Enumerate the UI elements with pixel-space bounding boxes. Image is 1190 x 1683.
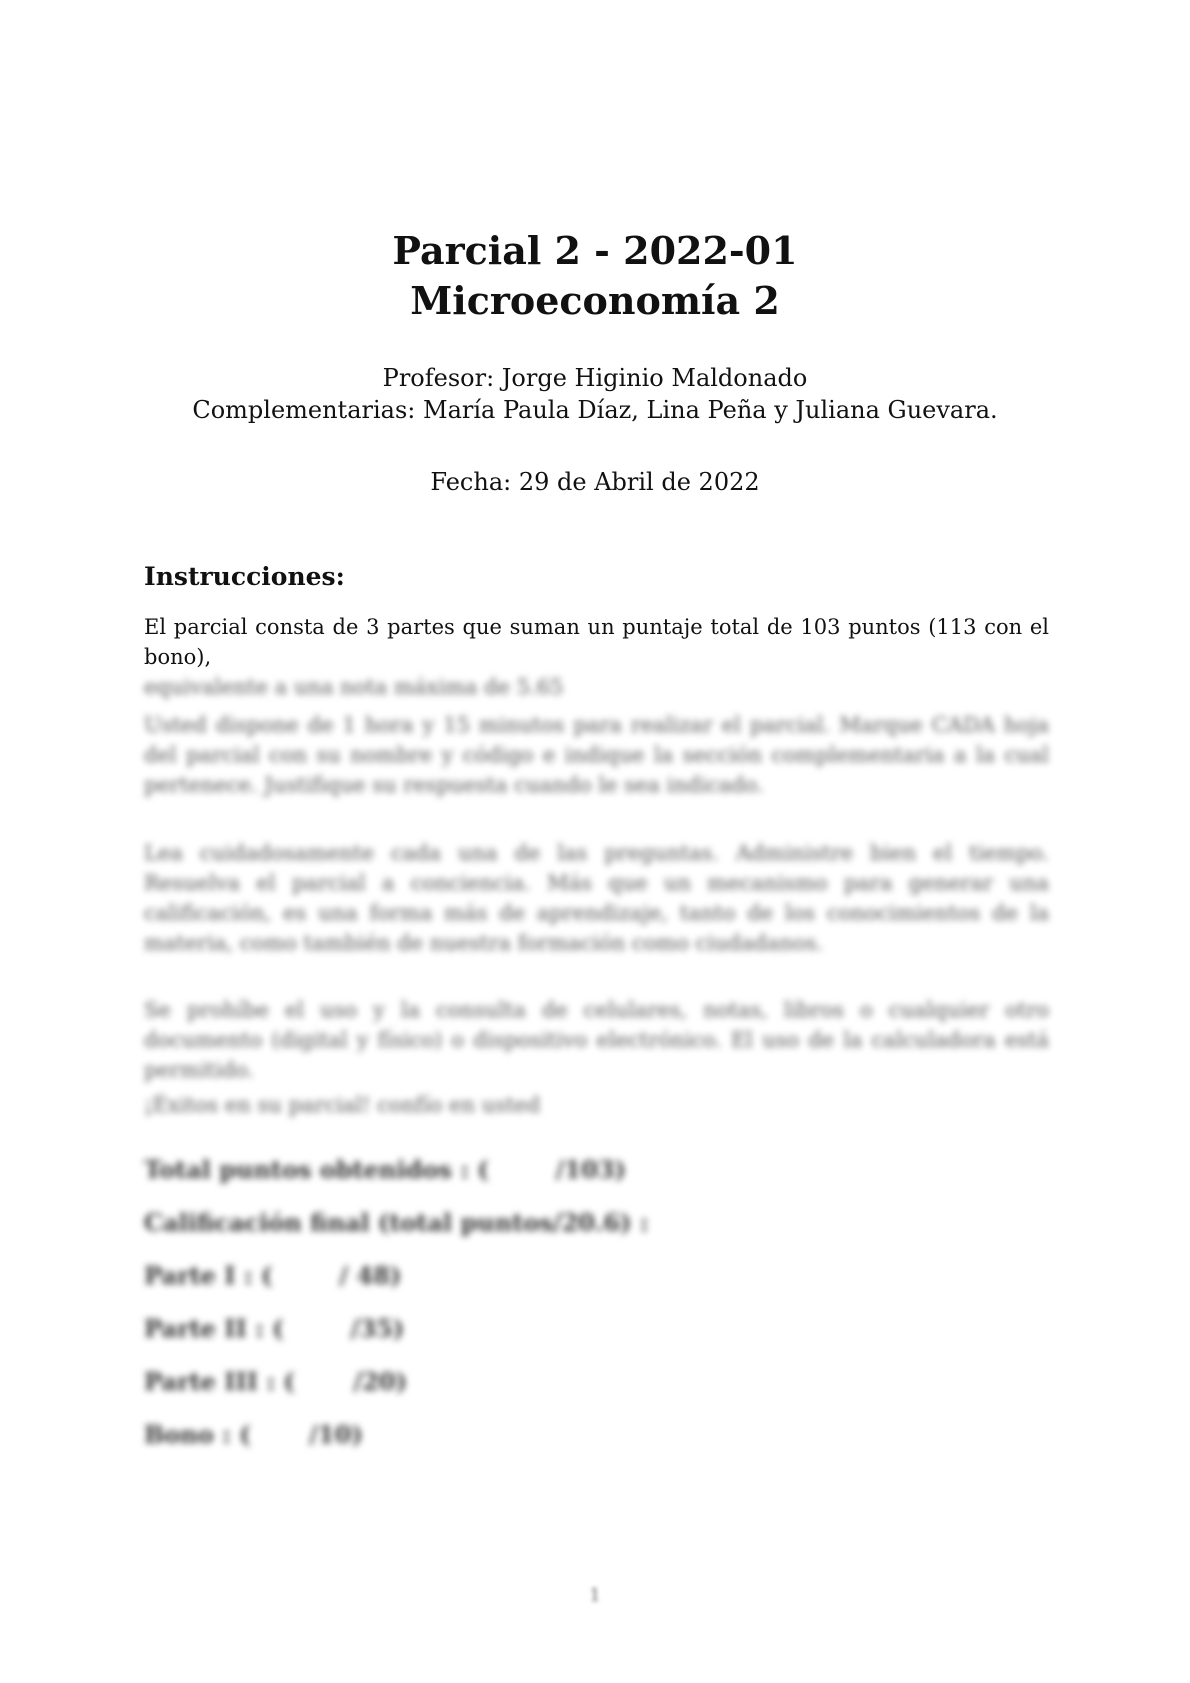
instructions-paragraph-1-line-2: equivalente a una nota máxima de 5.65 — [144, 675, 564, 699]
instructions-paragraph-4: Se prohíbe el uso y la consulta de celulares, notas, libros o cualquier otro documento (digital y físico) o dispositivo electrónico. El uso de la calculadora está permitido. — [144, 998, 1049, 1082]
exam-title: Parcial 2 - 2022-01 — [392, 228, 798, 273]
score-final-grade: Calificación final (total puntos/20.6) : — [144, 1208, 649, 1237]
instructions-paragraph-1-line-1: El parcial consta de 3 partes que suman un puntaje total de 103 puntos (113 con el bono), — [144, 615, 1049, 669]
page-number: 1 — [589, 1585, 601, 1606]
score-bonus: Bono : ( /10) — [144, 1420, 363, 1449]
instructions-paragraph-3: Lea cuidadosamente cada una de las preguntas. Administre bien el tiempo. Resuelva el parcial a conciencia. Más que un mecanismo para generar una calificación, es una forma más de aprendizaje, tanto de los conocimientos de la materia, como también de nuestra formación como ciudadanos. — [144, 841, 1049, 955]
score-part-3: Parte III : ( /20) — [144, 1367, 407, 1396]
score-total: Total puntos obtenidos : ( /103) — [144, 1155, 626, 1184]
assistants-line: Complementarias: María Paula Díaz, Lina Peña y Juliana Guevara. — [192, 396, 998, 424]
instructions-paragraph-1 — [144, 612, 1049, 702]
instructions-paragraph-2: Usted dispone de 1 hora y 15 minutos para realizar el parcial. Marque CADA hoja del parcial con su nombre y código e indique la sección complementaria a la cual pertenece. Justifique su respuesta cuando le sea indicado. — [144, 713, 1049, 797]
course-title: Microeconomía 2 — [410, 278, 780, 323]
professor-line: Profesor: Jorge Higinio Maldonado — [382, 364, 808, 392]
instructions-paragraph-5: ¡Éxitos en su parcial! confío en usted — [144, 1093, 541, 1117]
instructions-heading: Instrucciones: — [144, 562, 345, 591]
score-part-1: Parte I : ( / 48) — [144, 1261, 402, 1290]
date-line: Fecha: 29 de Abril de 2022 — [430, 468, 760, 496]
score-part-2: Parte II : ( /35) — [144, 1314, 405, 1343]
